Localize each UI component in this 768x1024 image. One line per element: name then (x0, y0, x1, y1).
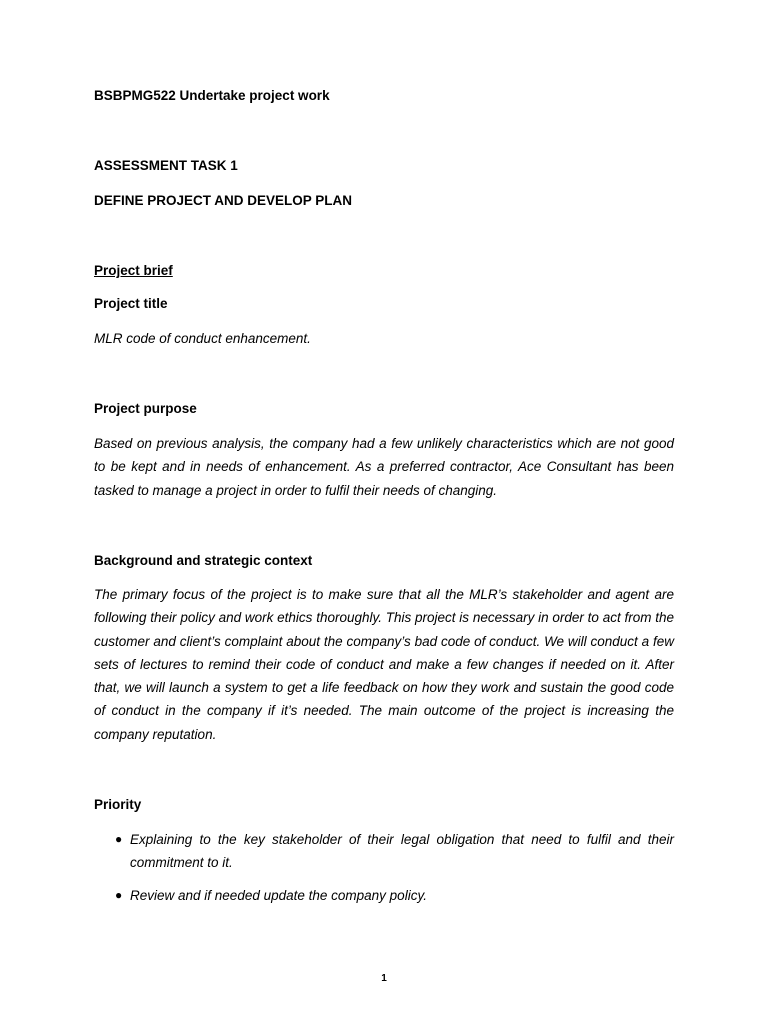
list-item-text: Explaining to the key stakeholder of their legal obligation that need to fulfil and their commitment to it. (130, 832, 674, 871)
project-brief-heading: Project brief (94, 263, 173, 278)
page-number: 1 (381, 973, 387, 984)
priority-heading: Priority (94, 797, 142, 812)
bullet-icon: ● (115, 832, 123, 846)
course-title: BSBPMG522 Undertake project work (94, 88, 330, 103)
project-purpose-text: Based on previous analysis, the company had a few unlikely characteristics which are not good to be kept and in needs of enhancement. As a preferred contractor, Ace Consultant has been tasked to manage a project in order to fulfil their needs of changing. (94, 436, 674, 498)
background-heading: Background and strategic context (94, 553, 313, 568)
project-title-text: MLR code of conduct enhancement. (94, 331, 311, 346)
list-item-text: Review and if needed update the company policy. (130, 888, 427, 903)
project-purpose-heading: Project purpose (94, 401, 197, 416)
project-title-heading: Project title (94, 296, 168, 311)
assessment-task-title: ASSESSMENT TASK 1 (94, 158, 238, 173)
background-text: The primary focus of the project is to make sure that all the MLR’s stakeholder and agent are following their policy and work ethics thoroughly. This project is necessary in order to act from the customer and client’s complaint about the company’s bad code of conduct. We will conduct a few sets of lectures to remind their code of conduct and make a few changes if needed on it. After that, we will launch a system to get a life feedback on how they work and sustain the good code of conduct in the company if it’s needed. The main outcome of the project is increasing the company reputation. (94, 587, 674, 742)
assessment-task-subtitle: DEFINE PROJECT AND DEVELOP PLAN (94, 193, 353, 208)
bullet-icon: ● (115, 888, 123, 902)
